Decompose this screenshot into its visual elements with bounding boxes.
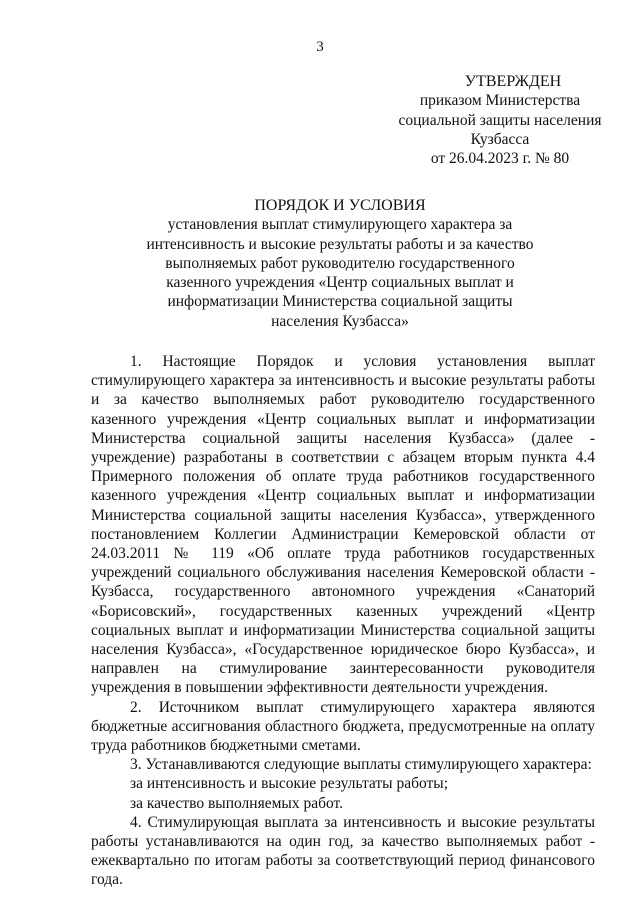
title-line: выполняемых работ руководителю государственного xyxy=(165,254,515,272)
approval-heading: УТВЕРЖДЕН xyxy=(464,73,562,90)
title-line: населения Кузбасса» xyxy=(271,312,409,330)
title-line: интенсивность и высокие результаты работы и за качество xyxy=(146,235,534,253)
paragraph-3: 3. Устанавливаются следующие выплаты стимулирующего характера: xyxy=(130,756,592,774)
page-number: 3 xyxy=(316,39,324,55)
paragraph-1: 1. Настоящие Порядок и условия установления выплат стимулирующего характера за интенсивность и высокие результаты работы и за качество выполняемых работ руководителю государственного казенного учреждения «Центр социальных выплат и информатизации Министерства социальной защиты населения Кузбасса» (далее - учреждение) разработаны в соответствии с абзацем вторым пункта 4.4 Примерного положения об оплате труда работников государственного казенного учреждения «Центр социальных выплат и информатизации Министерства социальной защиты населения Кузбасса», утвержденного постановлением Коллегии Администрации Кемеровской области от 24.03.2011 № 119 «Об оплате труда работников государственных учреждений социального обслуживания населения Кемеровской области - Кузбасса, государственного автономного учреждения «Санаторий «Борисовский», государственных казенных учреждений «Центр социальных выплат и информатизации Министерства социальной защиты населения Кузбасса», «Государственное юридическое бюро Кузбасса», и направлен на стимулирование заинтересованности руководителя учреждения в повышении эффективности деятельности учреждения. xyxy=(91,353,595,697)
document-body xyxy=(91,352,595,890)
document-heading: ПОРЯДОК И УСЛОВИЯ xyxy=(254,197,426,214)
approval-line: приказом Министерства xyxy=(419,92,581,110)
title-line: установления выплат стимулирующего характера за xyxy=(167,216,513,234)
list-item: за интенсивность и высокие результаты работы; xyxy=(130,775,449,793)
approval-date-line: от 26.04.2023 г. № 80 xyxy=(430,150,570,168)
list-item: за качество выполняемых работ. xyxy=(130,794,343,812)
title-line: казенного учреждения «Центр социальных выплат и xyxy=(166,274,514,292)
approval-stamp xyxy=(380,72,620,168)
title-line: информатизации Министерства социальной защиты xyxy=(167,293,513,311)
paragraph-4: 4. Стимулирующая выплата за интенсивность и высокие результаты работы устанавливаются на один год, за качество выполняемых работ - ежеквартально по итогам работы за соответствующий период финансового года. xyxy=(91,813,595,889)
approval-line: Кузбасса xyxy=(470,130,530,148)
document-title xyxy=(140,196,540,331)
approval-line: социальной защиты населения xyxy=(398,111,602,129)
paragraph-2: 2. Источником выплат стимулирующего характера являются бюджетные ассигнования областного бюджета, предусмотренные на оплату труда работников бюджетными сметами. xyxy=(91,698,595,755)
